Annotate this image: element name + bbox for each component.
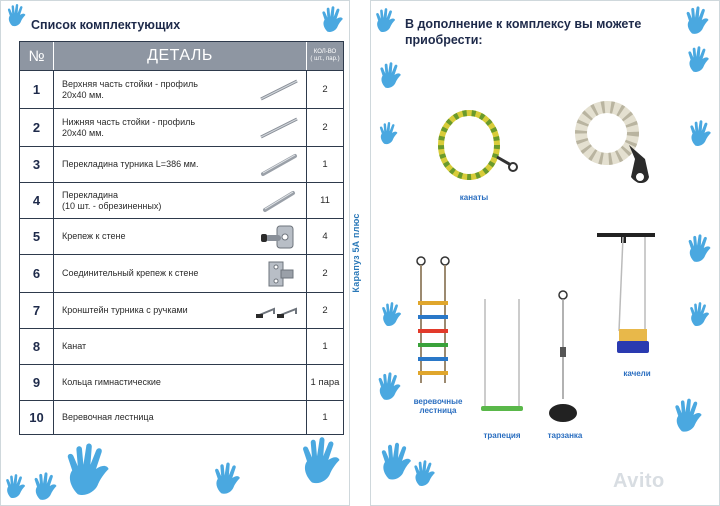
item-caption: канаты — [459, 193, 489, 202]
profile-bar-icon — [252, 109, 307, 146]
row-number: 8 — [20, 329, 54, 364]
row-quantity: 11 — [320, 195, 330, 206]
hand-print-icon — [3, 473, 29, 499]
row-part-name: Соединительный крепеж к стене — [62, 268, 199, 278]
row-quantity: 1 — [322, 341, 328, 352]
hand-print-icon — [319, 5, 347, 33]
row-part-name: Верхняя часть стойки - профиль 20х40 мм. — [62, 78, 198, 100]
page-title: Список комплектующих — [31, 18, 181, 32]
table-row — [20, 108, 343, 146]
row-quantity: 2 — [322, 268, 328, 279]
row-quantity: 4 — [322, 231, 328, 242]
rope-ladder-icon — [411, 253, 457, 392]
table-row — [20, 70, 343, 108]
table-row — [20, 328, 343, 364]
row-quantity: 2 — [322, 84, 328, 95]
row-part-name: Нижняя часть стойки - профиль 20х40 мм. — [62, 116, 196, 138]
row-part-name: Веревочная лестница — [62, 412, 154, 422]
row-quantity: 1 — [322, 159, 328, 170]
hand-print-icon — [411, 459, 439, 487]
hand-print-icon — [377, 61, 405, 89]
item-caption: трапеция — [483, 431, 521, 440]
row-number: 7 — [20, 293, 54, 328]
item-caption: тарзанка — [547, 431, 583, 440]
right-page — [370, 0, 720, 506]
hand-print-icon — [61, 441, 117, 497]
header-part: ДЕТАЛЬ — [54, 42, 307, 70]
row-part-name: Перекладина (10 шт. - обрезиненных) — [62, 189, 162, 211]
item-caption: качели — [623, 369, 651, 378]
hand-print-icon — [211, 461, 245, 495]
parts-table — [19, 41, 344, 435]
row-part-name: Кронштейн турника с ручками — [62, 305, 188, 315]
wall-mount-icon — [252, 219, 307, 254]
trapeze-icon — [479, 295, 525, 424]
avito-watermark: Avito — [613, 470, 665, 492]
page-title: В дополнение к комплексу вы можете приобрести: — [405, 17, 642, 47]
table-row — [20, 182, 343, 218]
header-quantity — [307, 42, 343, 70]
header-number: № — [20, 42, 54, 70]
hand-print-icon — [373, 7, 399, 33]
hand-print-icon — [377, 121, 401, 145]
spine-title: Карапуз 5А плюс — [351, 213, 361, 293]
connector-bracket-icon — [252, 255, 307, 292]
rope-icon — [567, 93, 657, 198]
row-part-name: Перекладина турника L=386 мм. — [62, 159, 199, 169]
empty-picture-cell — [252, 401, 307, 434]
hand-print-icon — [683, 5, 713, 35]
hand-print-icon — [31, 471, 61, 501]
row-quantity: 2 — [322, 305, 328, 316]
baby-swing-icon — [597, 233, 657, 368]
header-quantity-line1: КОЛ-ВО — [313, 49, 337, 55]
left-page — [0, 0, 350, 506]
row-quantity: 1 — [322, 412, 328, 423]
round-bar-icon — [252, 183, 307, 218]
hand-print-icon — [685, 233, 715, 263]
table-row — [20, 400, 343, 434]
profile-bar-icon — [252, 71, 307, 108]
row-number: 10 — [20, 401, 54, 434]
table-row — [20, 292, 343, 328]
hand-print-icon — [687, 301, 713, 327]
table-row — [20, 218, 343, 254]
row-number: 4 — [20, 183, 54, 218]
row-quantity: 1 пара — [310, 377, 340, 388]
row-number: 2 — [20, 109, 54, 146]
table-row — [20, 254, 343, 292]
hand-print-icon — [379, 301, 405, 327]
round-bar-icon — [252, 147, 307, 182]
row-number: 6 — [20, 255, 54, 292]
row-part-name: Крепеж к стене — [62, 231, 126, 241]
row-number: 3 — [20, 147, 54, 182]
row-part-name: Канат — [62, 341, 87, 351]
hand-print-icon — [297, 435, 347, 485]
hand-print-icon — [685, 45, 713, 73]
item-caption: веревочные лестница — [413, 397, 463, 415]
row-quantity: 2 — [322, 122, 328, 133]
hand-print-icon — [671, 397, 707, 433]
hand-print-icon — [5, 3, 29, 27]
tarzan-swing-icon — [543, 287, 583, 430]
rope-icon — [431, 105, 521, 196]
empty-picture-cell — [252, 365, 307, 400]
table-row — [20, 364, 343, 400]
row-part-name: Кольца гимнастические — [62, 377, 161, 387]
hand-print-icon — [375, 371, 405, 401]
bracket-handles-icon — [252, 293, 307, 328]
header-quantity-line2: ( шт., пар.) — [310, 56, 340, 62]
row-number: 1 — [20, 71, 54, 108]
table-row — [20, 146, 343, 182]
table-header — [20, 42, 343, 70]
empty-picture-cell — [252, 329, 307, 364]
row-number: 5 — [20, 219, 54, 254]
row-number: 9 — [20, 365, 54, 400]
hand-print-icon — [687, 119, 715, 147]
